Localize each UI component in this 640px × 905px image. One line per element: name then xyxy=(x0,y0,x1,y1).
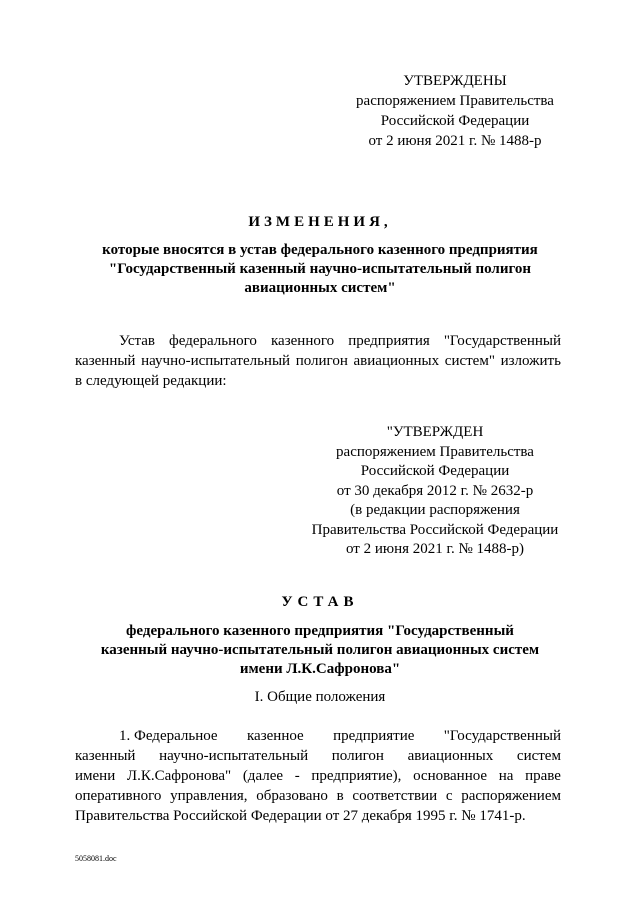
document-subtitle xyxy=(60,241,580,298)
word: систем xyxy=(516,748,561,764)
approval-line: УТВЕРЖДЕНЫ xyxy=(403,73,507,89)
approval-line: Российской Федерации xyxy=(380,113,530,129)
word: изложить xyxy=(500,353,561,369)
word: научно-испытательный xyxy=(159,748,309,764)
word: полигон xyxy=(331,748,384,764)
file-name-footer: 5058081.doc xyxy=(75,854,117,863)
paragraph-line xyxy=(75,726,561,746)
document-title: ИЗМЕНЕНИЯ, xyxy=(248,214,392,230)
word: казенный xyxy=(75,748,136,764)
word: 1. Федеральное xyxy=(119,728,218,744)
approval-stamp xyxy=(330,71,580,151)
word: образовано xyxy=(256,788,328,804)
inner-approval-stamp xyxy=(290,423,580,560)
paragraph-line: Правительства Российской Федерации от 27 декабря 1995 г. № 1741-р. xyxy=(75,808,526,824)
inner-approval-line: распоряжением Правительства xyxy=(336,443,534,460)
word: казенный xyxy=(75,353,136,369)
paragraph-line xyxy=(75,746,561,766)
word: казенное xyxy=(246,728,304,744)
word: управления, xyxy=(170,788,248,804)
subtitle-line: авиационных систем" xyxy=(244,280,396,296)
section-heading: I. Общие положения xyxy=(254,689,386,705)
subtitle-line: которые вносятся в устав федерального казенного предприятия xyxy=(102,242,538,258)
word: соответствии xyxy=(352,788,438,804)
word: научно-испытательный xyxy=(141,353,291,369)
paragraph-line xyxy=(75,351,561,371)
ustav-subtitle-line: федерального казенного предприятия "Государственный xyxy=(126,623,514,639)
subtitle-line: "Государственный казенный научно-испытательный полигон xyxy=(108,261,532,277)
ustav-title: УСТАВ xyxy=(281,594,359,610)
word: с xyxy=(445,788,453,804)
ustav-subtitle-line: имени Л.К.Сафронова" xyxy=(239,661,401,677)
inner-approval-line: Правительства Российской Федерации xyxy=(311,521,559,538)
word: предприятие), xyxy=(311,768,402,784)
approval-line: распоряжением Правительства xyxy=(356,93,554,109)
paragraph-line xyxy=(75,786,561,806)
paragraph-line: в следующей редакции: xyxy=(75,373,227,389)
paragraph-1 xyxy=(75,726,561,826)
word: предприятия xyxy=(348,333,430,349)
intro-paragraph xyxy=(75,331,561,391)
approval-line: от 2 июня 2021 г. № 1488-р xyxy=(368,133,542,149)
word: праве xyxy=(525,768,561,784)
paragraph-line xyxy=(75,766,561,786)
word: систем" xyxy=(444,353,495,369)
inner-approval-line: "УТВЕРЖДЕН xyxy=(386,424,484,440)
word: Устав xyxy=(119,333,155,349)
word: казенного xyxy=(270,333,335,349)
word: (далее xyxy=(242,768,284,784)
word: предприятие xyxy=(333,728,415,744)
paragraph-line xyxy=(75,331,561,351)
word: на xyxy=(498,768,514,784)
word: - xyxy=(294,768,300,784)
ustav-subtitle xyxy=(60,622,580,679)
word: авиационных xyxy=(407,748,494,764)
word: имени xyxy=(75,768,116,784)
inner-approval-line: (в редакции распоряжения xyxy=(350,502,520,518)
word: оперативного xyxy=(75,788,162,804)
inner-approval-line: от 2 июня 2021 г. № 1488-р) xyxy=(345,541,525,557)
word: в xyxy=(336,788,344,804)
word: основанное xyxy=(413,768,488,784)
word: "Государственный xyxy=(443,333,561,349)
inner-approval-line: Российской Федерации xyxy=(360,463,510,479)
inner-approval-line: от 30 декабря 2012 г. № 2632-р xyxy=(336,482,534,499)
word: Л.К.Сафронова" xyxy=(126,768,232,784)
word: распоряжением xyxy=(461,788,561,804)
word: "Государственный xyxy=(443,728,561,744)
word: федерального xyxy=(169,333,257,349)
word: полигон xyxy=(295,353,348,369)
ustav-subtitle-line: казенный научно-испытательный полигон авиационных систем xyxy=(100,642,540,658)
word: авиационных xyxy=(353,353,440,369)
